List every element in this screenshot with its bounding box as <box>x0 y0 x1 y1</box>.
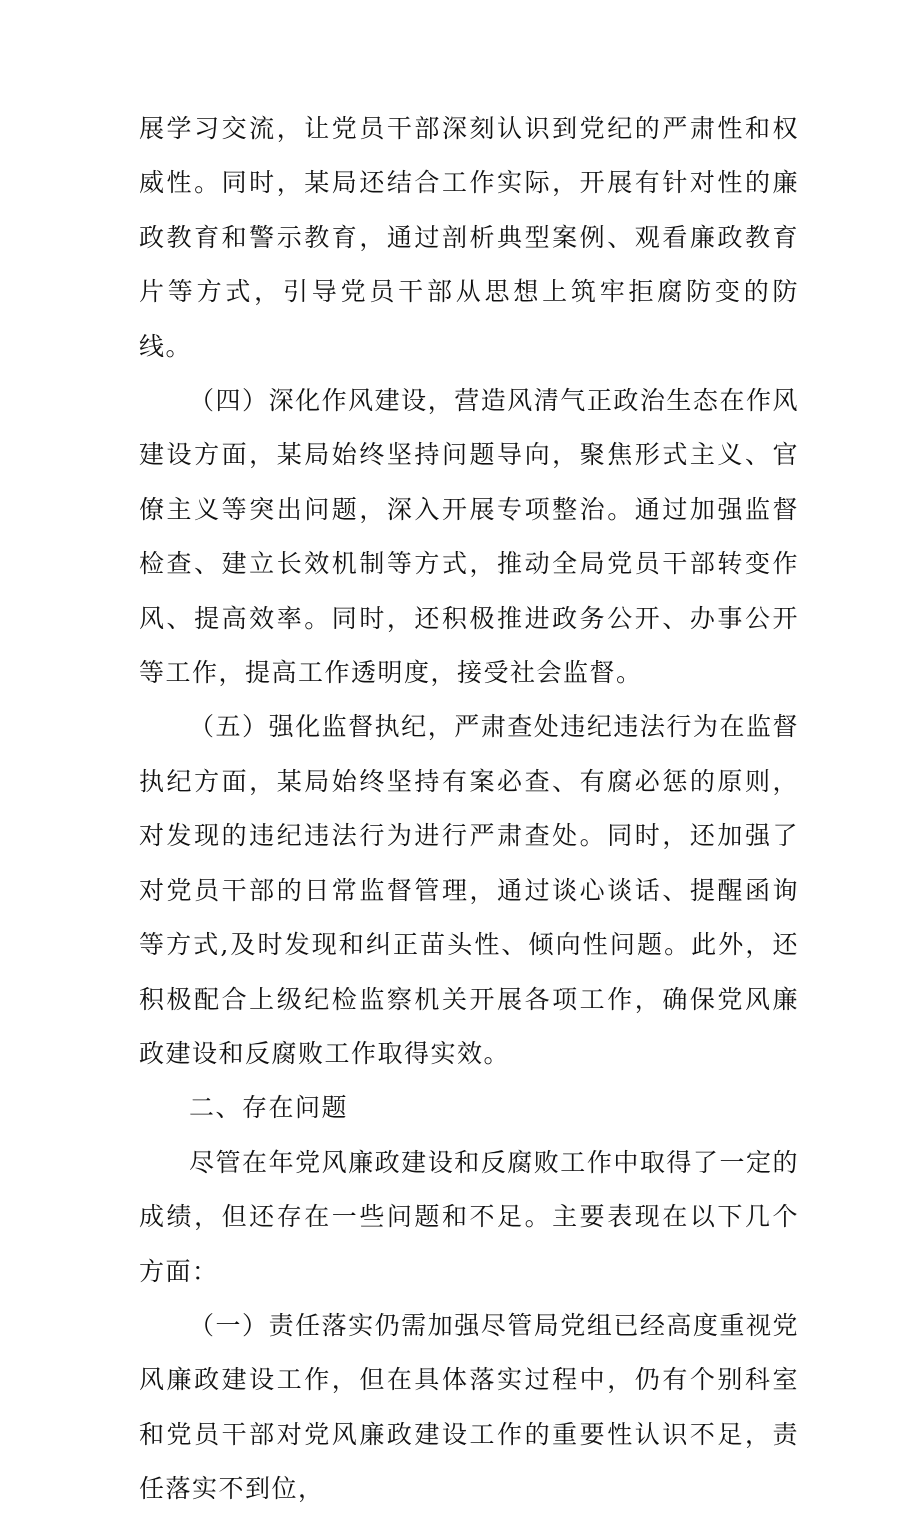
paragraph-continuation: 展学习交流，让党员干部深刻认识到党纪的严肃性和权威性。同时，某局还结合工作实际，开展有针对性的廉政教育和警示教育，通过剖析典型案例、观看廉政教育片等方式，引导党员干部从思想上筑牢拒腐防变的防线。 <box>139 114 799 361</box>
paragraph-problems-intro: 尽管在年党风廉政建设和反腐败工作中取得了一定的成绩，但还存在一些问题和不足。主要表现在以下几个方面： <box>139 1147 799 1286</box>
paragraph-section-5: （五）强化监督执纪，严肃查处违纪违法行为在监督执纪方面，某局始终坚持有案必查、有腐必惩的原则，对发现的违纪违法行为进行严肃查处。同时，还加强了对党员干部的日常监督管理，通过谈心谈话、提醒函询等方式,及时发现和纠正苗头性、倾向性问题。此外，还积极配合上级纪检监察机关开展各项工作，确保党风廉政建设和反腐败工作取得实效。 <box>139 712 799 1068</box>
paragraph-section-4: （四）深化作风建设，营造风清气正政治生态在作风建设方面，某局始终坚持问题导向，聚焦形式主义、官僚主义等突出问题，深入开展专项整治。通过加强监督检查、建立长效机制等方式，推动全局党员干部转变作风、提高效率。同时，还积极推进政务公开、办事公开等工作，提高工作透明度，接受社会监督。 <box>139 386 799 688</box>
heading-existing-problems: 二、存在问题 <box>189 1093 349 1123</box>
paragraph-problem-1: （一）责任落实仍需加强尽管局党组已经高度重视党风廉政建设工作，但在具体落实过程中，仍有个别科室和党员干部对党风廉政建设工作的重要性认识不足，责任落实不到位， <box>139 1310 799 1504</box>
document-body <box>139 102 799 1517</box>
